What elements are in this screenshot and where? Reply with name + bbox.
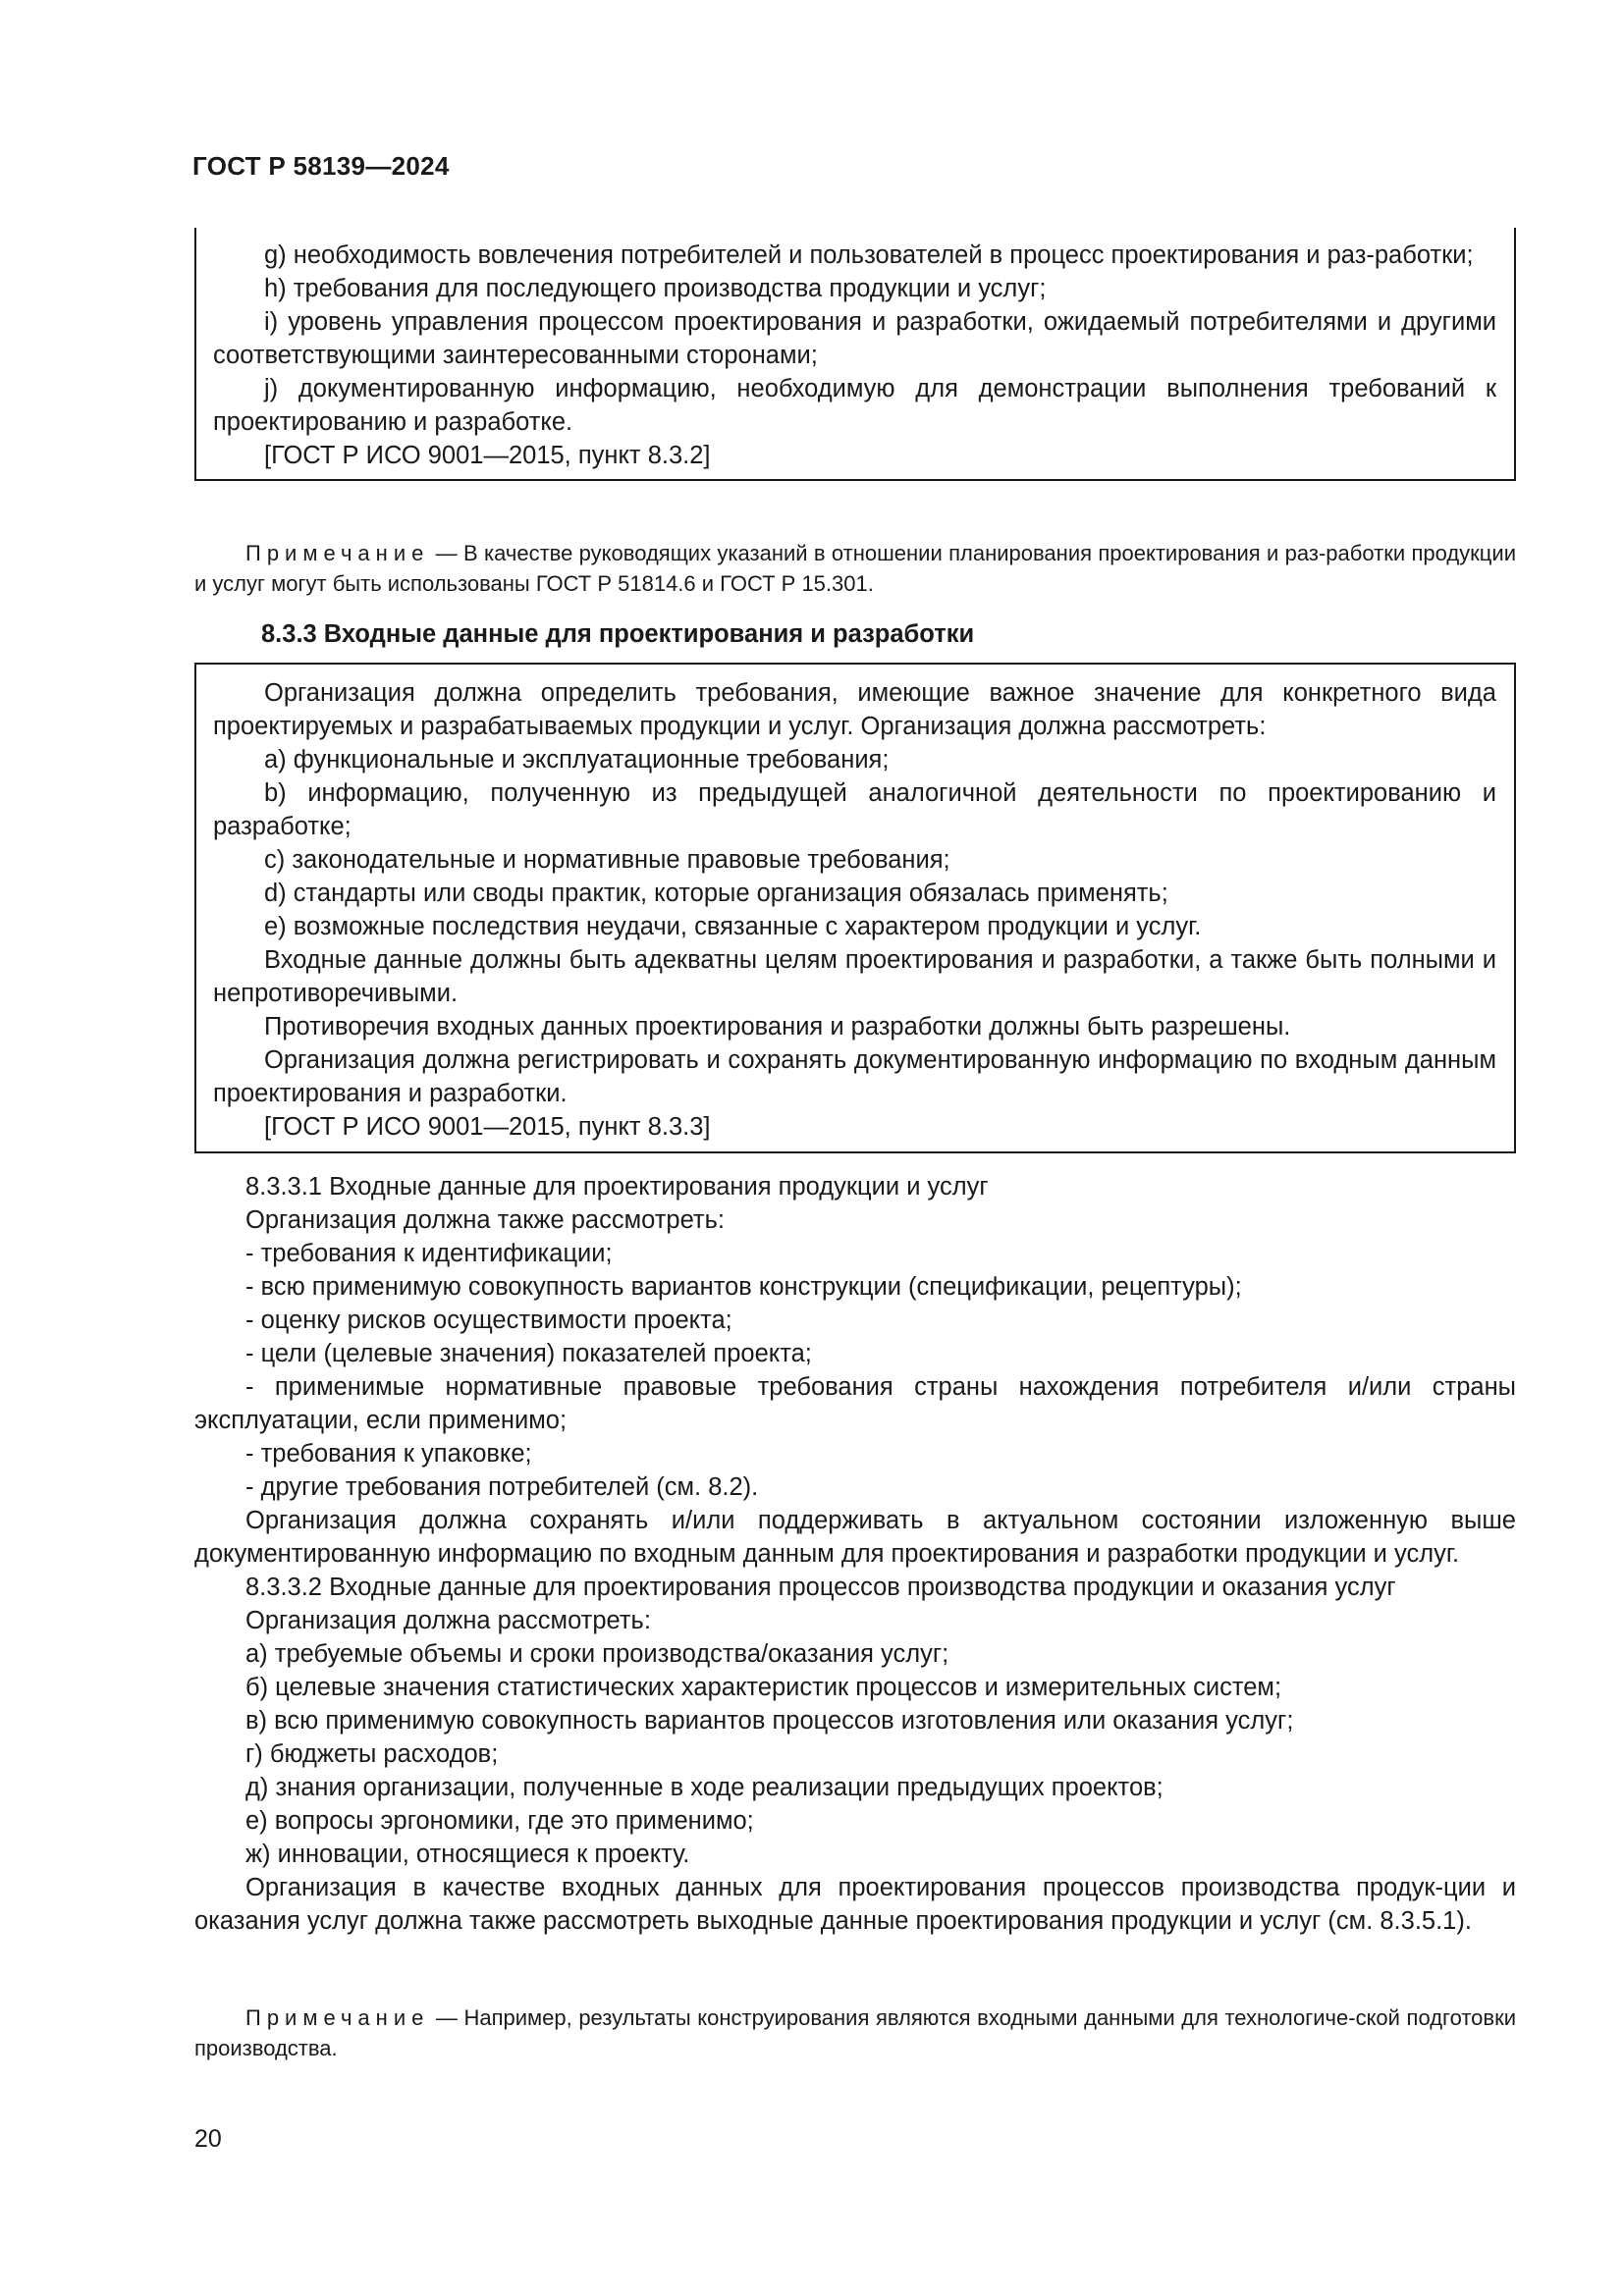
list-item: а) требуемые объемы и сроки производства/оказания услуг; bbox=[245, 1640, 949, 1668]
list-item: - требования к упаковке; bbox=[245, 1440, 532, 1468]
note-planning bbox=[194, 538, 1516, 599]
quote-box-8-3-2 bbox=[194, 228, 1516, 481]
list-item-e: e) возможные последствия неудачи, связанные с характером продукции и услуг. bbox=[264, 913, 1202, 940]
subsection-heading-8-3-3-2: 8.3.3.2 Входные данные для проектирования процессов производства продукции и оказания услуг bbox=[245, 1574, 1396, 1601]
document-header: ГОСТ Р 58139—2024 bbox=[192, 151, 450, 181]
citation: [ГОСТ Р ИСО 9001—2015, пункт 8.3.2] bbox=[264, 442, 711, 469]
list-item-d: d) стандарты или своды практик, которые организация обязалась применять; bbox=[264, 880, 1168, 907]
note-label: Примечание bbox=[245, 541, 430, 565]
list-item-g: g) необходимость вовлечения потребителей и пользователей в процесс проектирования и раз-работки; bbox=[264, 241, 1474, 269]
paragraph: Организация должна рассмотреть: bbox=[245, 1607, 651, 1634]
quote-box-8-3-3 bbox=[194, 663, 1516, 1153]
list-item: в) всю применимую совокупность вариантов процессов изготовления или оказания услуг; bbox=[245, 1707, 1294, 1735]
list-item: е) вопросы эргономики, где это применимо; bbox=[245, 1807, 754, 1835]
paragraph: Противоречия входных данных проектирования и разработки должны быть разрешены. bbox=[264, 1013, 1291, 1041]
list-item: г) бюджеты расходов; bbox=[245, 1740, 499, 1768]
paragraph: Организация в качестве входных данных для проектирования процессов производства продук-ции и оказания услуг должна также рассмотреть выходные данные проектирования продукции и услуг (см. 8.3.5.1). bbox=[194, 1874, 1516, 1935]
note-design-results bbox=[194, 2002, 1516, 2063]
list-item: - цели (целевые значения) показателей проекта; bbox=[245, 1340, 812, 1367]
list-item: д) знания организации, полученные в ходе реализации предыдущих проектов; bbox=[245, 1774, 1164, 1801]
list-item: - оценку рисков осуществимости проекта; bbox=[245, 1307, 732, 1334]
list-item: - всю применимую совокупность вариантов конструкции (спецификации, рецептуры); bbox=[245, 1273, 1242, 1301]
list-item: - применимые нормативные правовые требования страны нахождения потребителя и/или страны эксплуатации, если применимо; bbox=[194, 1373, 1516, 1434]
list-item: ж) инновации, относящиеся к проекту. bbox=[245, 1841, 690, 1868]
paragraph: Организация должна также рассмотреть: bbox=[245, 1206, 725, 1234]
subsection-heading-8-3-3-1: 8.3.3.1 Входные данные для проектирования продукции и услуг bbox=[245, 1173, 989, 1201]
note-text: — В качестве руководящих указаний в отношении планирования проектирования и раз-работки продукции и услуг могут быть использованы ГОСТ Р 51814.6 и ГОСТ Р 15.301. bbox=[194, 541, 1516, 596]
paragraph: Входные данные должны быть адекватны целям проектирования и разработки, а также быть полными и непротиворечивыми. bbox=[213, 946, 1496, 1007]
note-label: Примечание bbox=[245, 2005, 430, 2030]
list-item-j: j) документированную информацию, необходимую для демонстрации выполнения требований к проектированию и разработке. bbox=[213, 375, 1496, 436]
page-number: 20 bbox=[194, 2125, 222, 2153]
list-item: - требования к идентификации; bbox=[245, 1240, 613, 1267]
paragraph: Организация должна определить требования, имеющие важное значение для конкретного вида проектируемых и разрабатываемых продукции и услуг. Организация должна рассмотреть: bbox=[213, 679, 1496, 740]
list-item-c: c) законодательные и нормативные правовые требования; bbox=[264, 846, 950, 874]
list-item: - другие требования потребителей (см. 8.2). bbox=[245, 1473, 759, 1501]
list-item-b: b) информацию, полученную из предыдущей аналогичной деятельности по проектированию и разработке; bbox=[213, 779, 1496, 840]
list-item: б) целевые значения статистических характеристик процессов и измерительных систем; bbox=[245, 1674, 1282, 1701]
note-text: — Например, результаты конструирования являются входными данными для технологиче-ской подготовки производства. bbox=[194, 2005, 1516, 2060]
paragraph: Организация должна сохранять и/или поддерживать в актуальном состоянии изложенную выше документированную информацию по входным данным для проектирования и разработки продукции и услуг. bbox=[194, 1507, 1516, 1568]
citation: [ГОСТ Р ИСО 9001—2015, пункт 8.3.3] bbox=[264, 1113, 711, 1141]
list-item-a: a) функциональные и эксплуатационные требования; bbox=[264, 746, 890, 774]
list-item-i: i) уровень управления процессом проектирования и разработки, ожидаемый потребителями и другими соответствующими заинтересованными сторонами; bbox=[213, 308, 1496, 369]
paragraph: Организация должна регистрировать и сохранять документированную информацию по входным данным проектирования и разработки. bbox=[213, 1046, 1496, 1107]
body-text bbox=[194, 1170, 1516, 1938]
section-heading-8-3-3: 8.3.3 Входные данные для проектирования и разработки bbox=[261, 620, 975, 648]
list-item-h: h) требования для последующего производства продукции и услуг; bbox=[264, 275, 1047, 302]
